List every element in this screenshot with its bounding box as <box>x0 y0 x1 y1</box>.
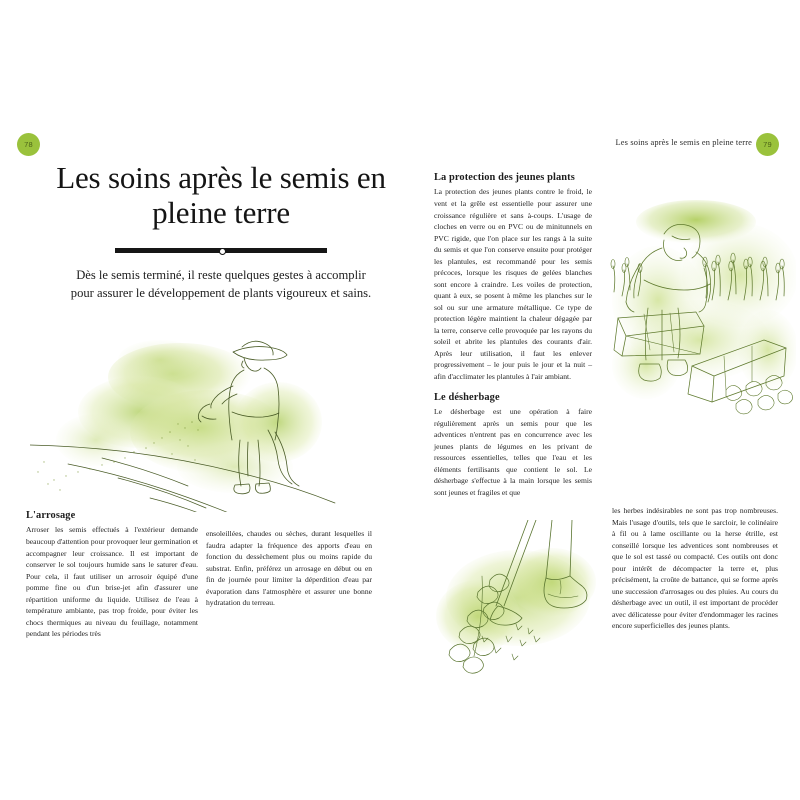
page-title: Les soins après le semis en pleine terre <box>56 160 386 231</box>
column-desherbage-continued <box>612 505 778 632</box>
watering-illustration <box>30 312 415 512</box>
title-divider-rule <box>115 248 327 253</box>
heading-protection: La protection des jeunes plants <box>434 172 575 183</box>
body-protection: La protection des jeunes plants contre le froid, le vent et la grêle est essentielle pour assurer une croissance régulière et sans à-coups. L'usage de cloches en verre ou en PVC ou de minitunnels en PVC rigide, que l'on place sur les rangs à la suite du semis et que l'on conserve ensuite pour protéger les plantules, est recommandé pour les semis précoces, lorsque les risques de gelées blanches sont encore à craindre. Les voiles de protection, quant à eux, se posent à même les planches sur le sol ou sur une armature métallique. Ce type de protection légère maintient la chaleur dégagée par la terre, conserve celle provoquée par les rayons du soleil et abrite les plantules des courants d'air. Après leur utilisation, il faut les enlever progressivement – le jour puis le jour et la nuit – afin d'acclimater les plantules à l'air ambiant. <box>434 187 592 381</box>
standfirst-text: Dès le semis terminé, il reste quelques gestes à accomplir pour assurer le développement de plants vigoureux et sains. <box>70 267 372 300</box>
body-desherbage-part2: les herbes indésirables ne sont pas trop nombreuses. Mais l'usage d'outils, tels que le sarcloir, le colinéaire à fil ou à lame oscillante ou la herse étrille, est conseillé lorsque les adventices sont nombreuses et que le sol est tassé ou compacté. Ces outils ont donc pour intérêt de décompacter la terre et, plus précisément, la croûte de battance, qui se forme après une succession d'arrosages ou des pluies. Au cours du désherbage avec un outil, il est important de procéder avec délicatesse pour éviter d'endommager les racines encore superficielles des jeunes plants. <box>612 506 778 631</box>
heading-desherbage: Le désherbage <box>434 391 500 403</box>
hoe-illustration <box>420 520 610 680</box>
cloche-illustration <box>600 190 796 418</box>
body-arrosage-part2: ensoleillées, chaudes ou sèches, durant lesquelles il faudra adapter la fréquence des apports d'eau en fonction du dessèchement plus ou moins rapide du substrat. Enfin, préférez un arrosage en début ou en fin de journée pour limiter la déperdition d'eau par évaporation dans l'atmosphère et assurer une bonne hydratation du terreau. <box>206 529 372 608</box>
column-protection-desherbage <box>434 172 592 498</box>
title-block <box>26 160 416 302</box>
column-arrosage-continued <box>206 528 372 609</box>
folio-left: 78 <box>17 133 40 156</box>
heading-arrosage: L'arrosage <box>26 510 76 521</box>
body-desherbage-part1: Le désherbage est une opération à faire régulièrement après un semis pour que les adventices n'entrent pas en concurrence avec les jeunes plants de légumes en les privant de ressources essentielles, telles que l'eau et les éléments fertilisants que contient le sol. Le désherbage s'effectue à la main lorsque les semis sont jeunes et fragiles et que <box>434 407 592 497</box>
running-header-title: Les soins après le semis en pleine terre <box>615 138 752 147</box>
running-header <box>0 133 800 159</box>
body-arrosage-part1: Arroser les semis effectués à l'extérieur demande beaucoup d'attention pour provoquer leur germination et accompagner leur croissance. Il est important de conserver le sol toujours humide sans le saturer d'eau. Pour cela, il faut utiliser un arrosoir équipé d'une pomme fine ou d'un brise-jet afin d'assurer une répartition uniforme du liquide. Utilisez de l'eau à température ambiante, pas trop froide, pour éviter les chocs thermiques au niveau du feuillage, notamment pendant les périodes très <box>26 525 198 639</box>
column-arrosage <box>26 510 198 640</box>
folio-right: 79 <box>756 133 779 156</box>
